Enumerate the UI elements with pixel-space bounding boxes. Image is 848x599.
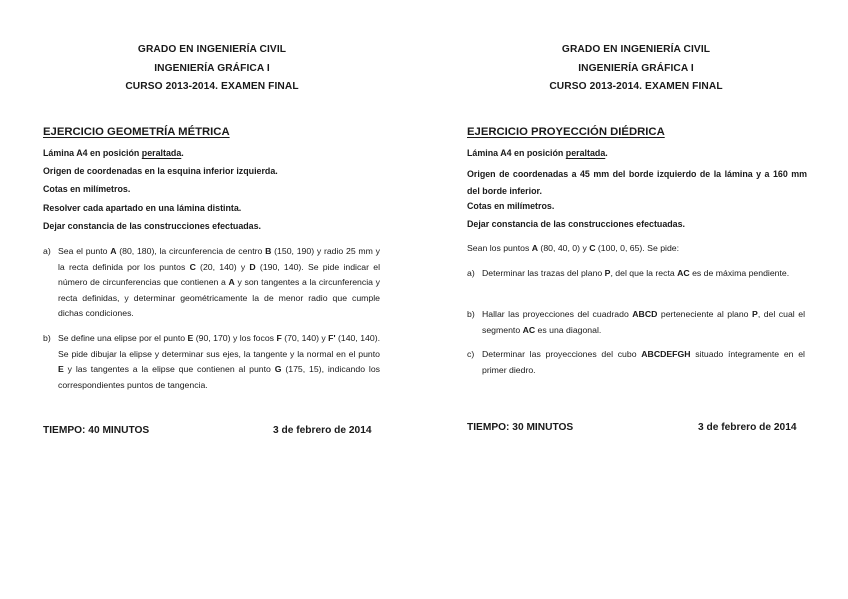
question-label: b) <box>43 333 51 343</box>
instruction-sheet-orientation: peraltada <box>141 148 182 158</box>
exam-page-proyeccion-diedrica <box>424 0 848 599</box>
exercise-title: EJERCICIO GEOMETRÍA MÉTRICA <box>43 126 230 138</box>
instruction-sheet <box>467 148 608 158</box>
instruction-units: Cotas en milímetros. <box>43 184 131 194</box>
question-text: Determinar las proyecciones del cubo ABCDEFGH situado íntegramente en el primer diedro. <box>482 349 805 375</box>
exercise-title: EJERCICIO PROYECCIÓN DIÉDRICA <box>467 126 665 138</box>
instruction-record: Dejar constancia de las construcciones efectuadas. <box>43 221 262 231</box>
header-degree: GRADO EN INGENIERÍA CIVIL <box>561 44 711 55</box>
footer-date: 3 de febrero de 2014 <box>273 425 372 436</box>
question-label: a) <box>467 268 475 278</box>
question-c <box>467 347 805 378</box>
question-label: b) <box>467 309 475 319</box>
question-b <box>43 331 380 393</box>
question-a <box>43 244 380 322</box>
footer-time: TIEMPO: 30 MINUTOS <box>467 422 574 433</box>
header-degree: GRADO EN INGENIERÍA CIVIL <box>137 44 287 55</box>
instruction-separate-sheets: Resolver cada apartado en una lámina distinta. <box>43 203 242 213</box>
instruction-sheet-text: Lámina A4 en posición <box>467 148 566 158</box>
header-course: INGENIERÍA GRÁFICA I <box>154 63 270 74</box>
instruction-units: Cotas en milímetros. <box>467 201 555 211</box>
question-text: Hallar las proyecciones del cuadrado ABCD perteneciente al plano P, del cual el segmento AC es una diagonal. <box>482 309 805 335</box>
header-exam: CURSO 2013-2014. EXAMEN FINAL <box>549 81 723 92</box>
instruction-origin: Origen de coordenadas en la esquina inferior izquierda. <box>43 166 278 176</box>
instruction-record: Dejar constancia de las construcciones efectuadas. <box>467 219 686 229</box>
instruction-origin: Origen de coordenadas a 45 mm del borde izquierdo de la lámina y a 160 mm del borde inferior. <box>467 169 807 196</box>
footer-time: TIEMPO: 40 MINUTOS <box>43 425 150 436</box>
question-label: a) <box>43 246 51 256</box>
header-exam: CURSO 2013-2014. EXAMEN FINAL <box>125 81 299 92</box>
question-text: Se define una elipse por el punto E (90, 170) y los focos F (70, 140) y F' (140, 140). Se pide dibujar la elipse y determinar sus ejes, la tangente y la normal en el punto E y las tangentes a la elipse que contienen al punto G (175, 15), indicando los correspondientes puntos de tangencia. <box>58 333 380 390</box>
instruction-sheet-period: . <box>605 148 608 158</box>
question-label: c) <box>467 349 475 359</box>
footer-date: 3 de febrero de 2014 <box>698 422 797 433</box>
instruction-sheet-text: Lámina A4 en posición <box>43 148 142 158</box>
question-b <box>467 307 805 338</box>
instruction-sheet-period: . <box>181 148 184 158</box>
question-text: Sea el punto A (80, 180), la circunferencia de centro B (150, 190) y radio 25 mm y la recta definida por los puntos C (20, 140) y D (190, 140). Se pide indicar el número de circunferencias que contienen a A y son tangentes a la circunferencia y recta definidas, y determinar geométricamente la de menor radio que cumple dichas condiciones. <box>58 246 381 318</box>
header-course: INGENIERÍA GRÁFICA I <box>578 63 694 74</box>
question-text: Determinar las trazas del plano P, del que la recta AC es de máxima pendiente. <box>482 268 790 278</box>
question-a <box>467 266 805 282</box>
problem-statement: Sean los puntos A (80, 40, 0) y C (100, 0, 65). Se pide: <box>467 243 680 253</box>
instruction-sheet-orientation: peraltada <box>565 148 606 158</box>
instruction-sheet <box>43 148 184 158</box>
